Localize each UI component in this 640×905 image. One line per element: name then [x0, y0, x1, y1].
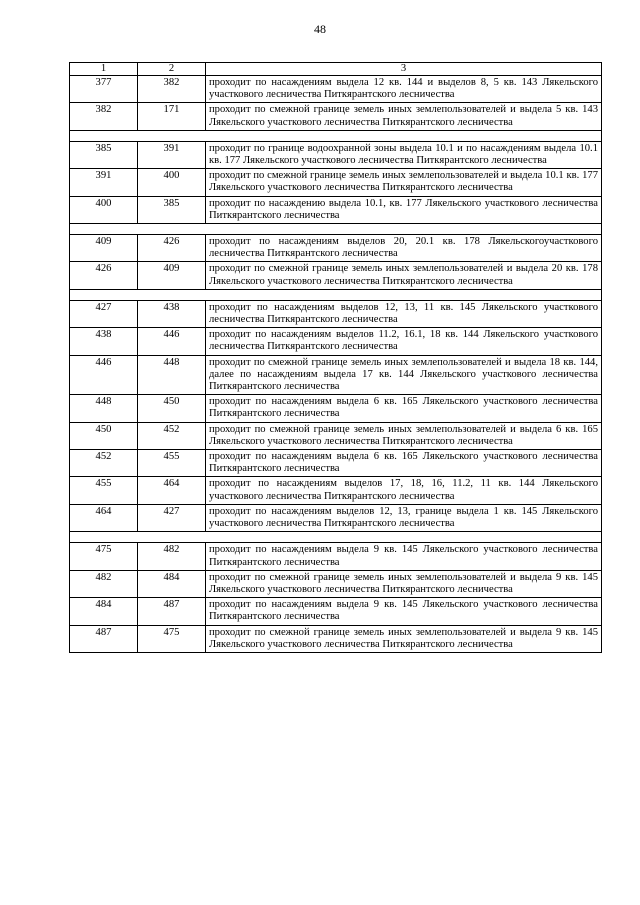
table-header-row [70, 63, 602, 76]
table-row [70, 169, 602, 196]
to-point-cell: 452 [138, 422, 206, 449]
to-point-cell: 385 [138, 196, 206, 223]
to-point-cell: 438 [138, 300, 206, 327]
to-point-cell: 448 [138, 355, 206, 395]
description-cell: проходит по смежной границе земель иных землепользователей и выдела 6 кв. 165 Лякельского участкового лесничества Питкярантского лесничества [206, 422, 602, 449]
to-point-cell: 464 [138, 477, 206, 504]
separator-row [70, 130, 602, 141]
description-cell: проходит по смежной границе земель иных землепользователей и выдела 10.1 кв. 177 Лякельского участкового лесничества Питкярантского лесничества [206, 169, 602, 196]
to-point-cell: 427 [138, 504, 206, 531]
description-cell: проходит по смежной границе земель иных землепользователей и выдела 18 кв. 144, далее по насаждениям выдела 17 кв. 144 Лякельского участкового лесничества Питкярантского лесничества [206, 355, 602, 395]
table-row [70, 625, 602, 652]
separator-cell [70, 224, 602, 235]
from-point-cell: 482 [70, 570, 138, 597]
from-point-cell: 391 [70, 169, 138, 196]
table-row [70, 262, 602, 289]
table-row [70, 355, 602, 395]
description-cell: проходит по насаждениям выделов 11.2, 16.1, 18 кв. 144 Лякельского участкового лесничества Питкярантского лесничества [206, 328, 602, 355]
description-cell: проходит по насаждениям выделов 12, 13, 11 кв. 145 Лякельского участкового лесничества Питкярантского лесничества [206, 300, 602, 327]
table-row [70, 76, 602, 103]
to-point-cell: 475 [138, 625, 206, 652]
to-point-cell: 446 [138, 328, 206, 355]
to-point-cell: 450 [138, 395, 206, 422]
description-cell: проходит по насаждениям выделов 20, 20.1 кв. 178 Лякельскогоучасткового лесничества Питкярантского лесничества [206, 235, 602, 262]
to-point-cell: 426 [138, 235, 206, 262]
from-point-cell: 450 [70, 422, 138, 449]
to-point-cell: 171 [138, 103, 206, 130]
separator-row [70, 224, 602, 235]
from-point-cell: 487 [70, 625, 138, 652]
table-row [70, 477, 602, 504]
table-row [70, 328, 602, 355]
column-header-2: 2 [138, 63, 206, 76]
table-row [70, 450, 602, 477]
description-cell: проходит по насаждениям выдела 6 кв. 165 Лякельского участкового лесничества Питкярантского лесничества [206, 395, 602, 422]
from-point-cell: 385 [70, 141, 138, 168]
description-cell: проходит по смежной границе земель иных землепользователей и выдела 20 кв. 178 Лякельского участкового лесничества Питкярантского лесничества [206, 262, 602, 289]
from-point-cell: 377 [70, 76, 138, 103]
from-point-cell: 438 [70, 328, 138, 355]
description-cell: проходит по насаждениям выдела 9 кв. 145 Лякельского участкового лесничества Питкярантского лесничества [206, 598, 602, 625]
from-point-cell: 400 [70, 196, 138, 223]
to-point-cell: 400 [138, 169, 206, 196]
to-point-cell: 382 [138, 76, 206, 103]
description-cell: проходит по насаждениям выдела 6 кв. 165 Лякельского участкового лесничества Питкярантского лесничества [206, 450, 602, 477]
from-point-cell: 446 [70, 355, 138, 395]
from-point-cell: 427 [70, 300, 138, 327]
table-row [70, 103, 602, 130]
separator-cell [70, 532, 602, 543]
from-point-cell: 409 [70, 235, 138, 262]
table-row [70, 235, 602, 262]
table-row [70, 543, 602, 570]
separator-row [70, 532, 602, 543]
description-cell: проходит по смежной границе земель иных землепользователей и выдела 9 кв. 145 Лякельского участкового лесничества Питкярантского лесничества [206, 625, 602, 652]
column-header-1: 1 [70, 63, 138, 76]
table-row [70, 504, 602, 531]
separator-cell [70, 289, 602, 300]
description-cell: проходит по насаждениям выделов 12, 13, границе выдела 1 кв. 145 Лякельского участкового лесничества Питкярантского лесничества [206, 504, 602, 531]
table-row [70, 422, 602, 449]
description-cell: проходит по насаждениям выделов 17, 18, 16, 11.2, 11 кв. 144 Лякельского участкового лесничества Питкярантского лесничества [206, 477, 602, 504]
description-cell: проходит по смежной границе земель иных землепользователей и выдела 5 кв. 143 Лякельского участкового лесничества Питкярантского лесничества [206, 103, 602, 130]
table-row [70, 141, 602, 168]
from-point-cell: 455 [70, 477, 138, 504]
page-number: 48 [314, 22, 326, 36]
to-point-cell: 455 [138, 450, 206, 477]
description-cell: проходит по смежной границе земель иных землепользователей и выдела 9 кв. 145 Лякельского участкового лесничества Питкярантского лесничества [206, 570, 602, 597]
separator-cell [70, 130, 602, 141]
to-point-cell: 482 [138, 543, 206, 570]
to-point-cell: 409 [138, 262, 206, 289]
table-body [70, 63, 602, 653]
boundary-table [69, 62, 602, 653]
description-cell: проходит по насаждениям выдела 9 кв. 145 Лякельского участкового лесничества Питкярантского лесничества [206, 543, 602, 570]
table-row [70, 395, 602, 422]
from-point-cell: 475 [70, 543, 138, 570]
from-point-cell: 448 [70, 395, 138, 422]
to-point-cell: 484 [138, 570, 206, 597]
separator-row [70, 289, 602, 300]
to-point-cell: 391 [138, 141, 206, 168]
to-point-cell: 487 [138, 598, 206, 625]
from-point-cell: 464 [70, 504, 138, 531]
from-point-cell: 382 [70, 103, 138, 130]
column-header-3: 3 [206, 63, 602, 76]
from-point-cell: 452 [70, 450, 138, 477]
from-point-cell: 484 [70, 598, 138, 625]
from-point-cell: 426 [70, 262, 138, 289]
table-row [70, 570, 602, 597]
description-cell: проходит по насаждению выдела 10.1, кв. 177 Лякельского участкового лесничества Питкярантского лесничества [206, 196, 602, 223]
table-row [70, 196, 602, 223]
description-cell: проходит по границе водоохранной зоны выдела 10.1 и по насаждениям выдела 10.1 кв. 177 Лякельского участкового лесничества Питкярантского лесничества [206, 141, 602, 168]
description-cell: проходит по насаждениям выдела 12 кв. 144 и выделов 8, 5 кв. 143 Лякельского участкового лесничества Питкярантского лесничества [206, 76, 602, 103]
table-row [70, 598, 602, 625]
table-row [70, 300, 602, 327]
